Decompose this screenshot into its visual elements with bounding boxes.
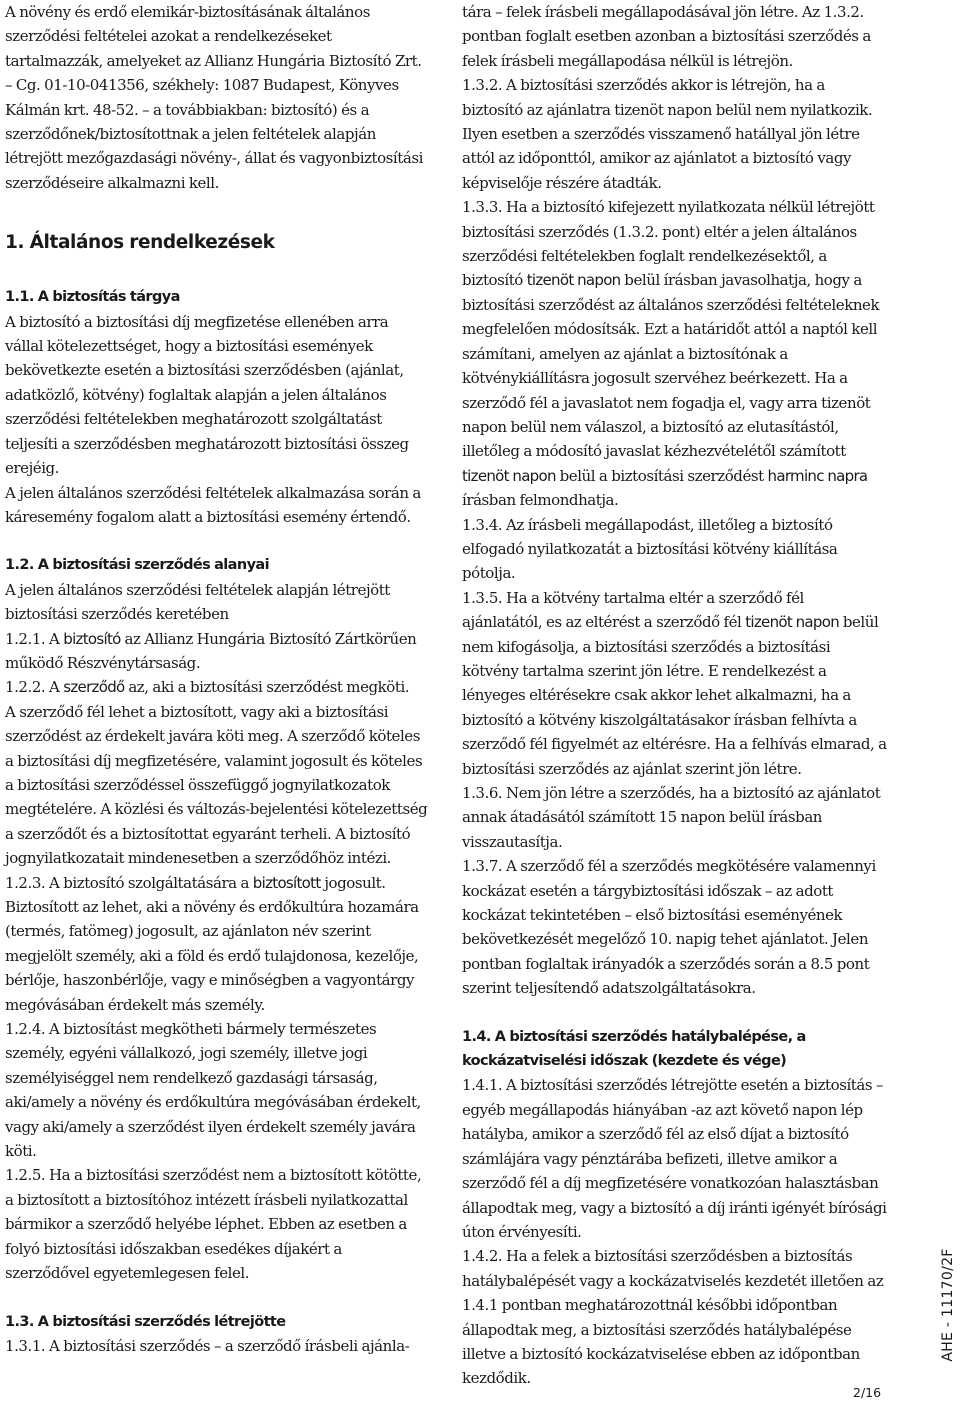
section-1-3-4: 1.3.4. Az írásbeli megállapodást, illetőleg a biztosító elfogadó nyilatkozatát a biztosítási kötvény kiállítása pótolja. [462,515,838,583]
section-1-2-1: 1.2.1. A biztosító az Allianz Hungária Biztosító Zártkörűen működő Részvénytársaság. [5,629,417,672]
section-1-1-paragraph-2: A jelen általános szerződési feltételek alkalmazása során a káresemény fogalom alatt a biztosítási esemény értendő. [5,483,421,526]
section-1-3-3: 1.3.3. Ha a biztosító kifejezett nyilatkozata nélkül létrejött biztosítási szerződés (1.3.2. pont) eltér a jelen általános szerződési feltételekben foglalt rendelkezésektől, a biztosító tizenöt napon belül írásban javasolhatja, hogy a biztosítási szerződést az általános szerződési feltételeknek megfelelően módosítsák. Ezt a határidőt attól a naptól kell számítani, amelyen az ajánlat a biztosítónak a kötvénykiállításra jogosult szervéhez beérkezett. Ha a szerződő fél a javaslatot nem fogadja el, vagy arra tizenöt napon belül nem válaszol, a biztosító az elutasítástól, illetőleg a módosító javaslat kézhezvételétől számított tizenöt napon belül a biztosítási szerződést harminc napra írásban felmondhatja. [462,198,880,510]
section-1-3-1-continued: tára – felek írásbeli megállapodásával jön létre. Az 1.3.2. pontban foglalt esetben azonban a biztosítási szerződés a felek írásbeli megállapodása nélkül is létrejön. [462,3,871,70]
section-1-3-5: 1.3.5. Ha a kötvény tartalma eltér a szerződő fél ajánlatától, es az eltérést a szerződő fél tizenöt napon belül nem kifogásolja, a biztosítási szerződés a biztosítási kötvény tartalma szerint jön létre. E rendelkezést a lényeges eltérésekre csak akkor lehet alkalmazni, ha a biztosító a kötvény kiszolgáltatásakor írásban felhívta a szerződő fél figyelmét az eltérésre. Ha a felhívás elmarad, a biztosítási szerződés az ajánlat szerint jön létre. [462,588,887,778]
section-1-2-2: 1.2.2. A szerződő az, aki a biztosítási szerződést megköti. [5,678,410,697]
section-1-3-6: 1.3.6. Nem jön létre a szerződés, ha a biztosító az ajánlatot annak átadásától számított 15 napon belül írásban visszautasítja. [462,784,881,851]
section-1-3-7: 1.3.7. A szerződő fél a szerződés megkötésére valamennyi kockázat esetén a tárgybiztosítási időszak – az adott kockázat tekintetében – első biztosítási eseményének bekövetkezését megelőző 10. napig tehet ajánlatot. Jelen pontban foglaltak irányadók a szerződés során a 8.5 pont szerint teljesítendő adatszolgáltatásokra. [462,857,876,998]
left-column [5,0,430,1358]
section-1-2-4: 1.2.4. A biztosítást megkötheti bármely természetes személy, egyéni vállalkozó, jogi személy, illetve jogi személyiséggel nem rendelkező gazdasági társaság, aki/amely a növény és erdőkultúra megóvásában érdekelt, vagy aki/amely a szerződést ilyen érdekelt személy javára köti. [5,1020,421,1161]
section-1-3-2: 1.3.2. A biztosítási szerződés akkor is létrejön, ha a biztosító az ajánlatra tizenöt napon belül nem nyilatkozik. Ilyen esetben a szerződés visszamenő hatállyal jön létre attól az időponttól, amikor az ajánlatot a biztosító vagy képviselője részére átadták. [462,76,873,192]
section-1-4-1: 1.4.1. A biztosítási szerződés létrejötte esetén a biztosítás – egyéb megállapodás hiányában -az azt követő napon lép hatályba, amikor a szerződő fél az első díjat a biztosító számlájára vagy pénztárába befizeti, illetve amikor a szerződő fél a díj megfizetésére vonatkozóan halasztásban állapodtak meg, vagy a biztosító a díj iránti igényét bírósági úton érvényesíti. [462,1076,887,1241]
section-1-2-heading: 1.2. A biztosítási szerződés alanyai [5,557,269,574]
section-1-2-3: 1.2.3. A biztosító szolgáltatására a biztosított jogosult. [5,873,386,892]
section-1-heading: 1. Általános rendelkezések [5,232,275,254]
section-1-1-heading: 1.1. A biztosítás tárgya [5,289,180,306]
right-column [462,0,887,1391]
section-1-3-1: 1.3.1. A biztosítási szerződés – a szerződő írásbeli ajánla- [5,1336,410,1355]
section-1-2-5: 1.2.5. Ha a biztosítási szerződést nem a biztosított kötötte, a biztosított a biztosítóhoz intézett írásbeli nyilatkozattal bármikor a szerződő helyébe léphet. Ebben az esetben a folyó biztosítási időszakban esedékes díjakért a szerződővel egyetemlegesen felel. [5,1166,422,1283]
page-number: 2/16 [853,1385,882,1400]
section-1-4-2: 1.4.2. Ha a felek a biztosítási szerződésben a biztosítás hatálybalépését vagy a kockázatviselés kezdetét illetően az 1.4.1 pontban meghatározottnál későbbi időpontban állapodtak meg, a biztosítási szerződés hatálybalépése illetve a biztosító kockázatviselése ebben az időpontban kezdődik. [462,1247,884,1388]
section-1-2-intro: A jelen általános szerződési feltételek alapján létrejött biztosítási szerződés keretében [5,580,390,624]
intro-paragraph: A növény és erdő elemikár-biztosításának általános szerződési feltételei azokat a rendelkezéseket tartalmazzák, amelyeket az Allianz Hungária Biztosító Zrt. – Cg. 01-10-041356, székhely: 1087 Budapest, Könyves Kálmán krt. 48-52. – a továbbiakban: biztosító) és a szerződőnek/biztosítottnak a jelen feltételek alapján létrejött mezőgazdasági növény-, állat és vagyonbiztosítási szerződéseire alkalmazni kell. [5,3,423,192]
section-1-4-heading: 1.4. A biztosítási szerződés hatálybalépése, a kockázatviselési időszak (kezdete és vége) [462,1028,806,1070]
document-code-vertical: AHE - 11170/2F [940,1248,956,1362]
section-1-1-paragraph-1: A biztosító a biztosítási díj megfizetése ellenében arra vállal kötelezettséget, hogy a biztosítási események bekövetkezte esetén a biztosítási szerződésben (ajánlat, adatközlő, kötvény) foglaltak alapján a jelen általános szerződési feltételekben meghatározott szolgáltatást teljesíti a szerződésben meghatározott biztosítási összeg erejéig. [5,312,409,478]
section-1-3-heading: 1.3. A biztosítási szerződés létrejötte [5,1313,286,1330]
section-1-2-3-paragraph: Biztosított az lehet, aki a növény és erdőkultúra hozamára (termés, fatömeg) jogosult, az ajánlaton név szerint megjelölt személy, aki a föld és erdő tulajdonosa, kezelője, bérlője, haszonbérlője, vagy e minőségben a vagyontárgy megóvásában érdekelt más személy. [5,898,419,1014]
section-1-2-2-paragraph: A szerződő fél lehet a biztosított, vagy aki a biztosítási szerződést az érdekelt javára köti meg. A szerződő köteles a biztosítási díj megfizetésére, valamint jogosult és köteles a biztosítási szerződéssel összefüggő jognyilatkozatok megtételére. A közlési és változás-bejelentési kötelezettség a szerződőt és a biztosítottat egyaránt terheli. A biztosító jognyilatkozatait mindenesetben a szerződőhöz intézi. [5,702,428,868]
